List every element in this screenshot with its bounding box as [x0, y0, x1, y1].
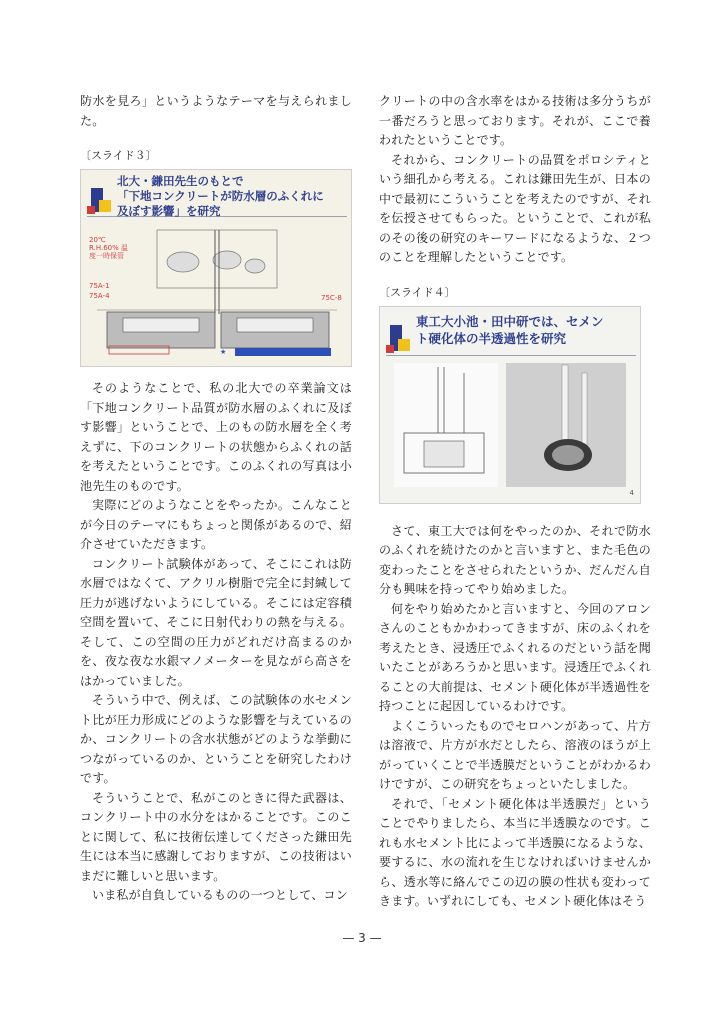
- slide4-number: 4: [629, 488, 634, 497]
- page-number: — 3 —: [342, 931, 382, 945]
- slide4-label: 〔スライド４〕: [379, 285, 456, 299]
- slide3-title: [117, 174, 347, 219]
- right-paragraph-1: クリートの中の含水率をはかる技術は多分うちが一番だろうと思っております。それが、ここで養われたということです。: [379, 94, 651, 147]
- right-paragraph-6: それで、「セメント硬化体は半透膜だ」ということでやりましたら、本当に半透膜なのです。これも水セメント比によって半透膜になるような、要するに、水の流れを生じなければいけませんから、透水等に絡んでこの辺の膜の性状も変わってきます。いずれにしても、セメント硬化体はそう: [379, 796, 651, 908]
- slide3-title-line2: 「下地コンクリートが防水層のふくれに: [117, 189, 324, 203]
- slide4-title-line2: ト硬化体の半透過性を研究: [416, 330, 567, 346]
- slide3-figure: [80, 169, 352, 367]
- slide3-label: 〔スライド３〕: [80, 149, 157, 162]
- slide-deco-red: [87, 206, 95, 214]
- slide4-title-line1: 東工大小池・田中研では、セメン: [416, 313, 604, 329]
- osmosis-apparatus-drawing: [394, 363, 498, 487]
- left-paragraph-5: そういう中で、例えば、この試験体の水セメント比が圧力形成にどのような影響を与えているのか、コンクリートの含水状態がどのような挙動につながっているのか、ということを研究したわけです。: [80, 693, 352, 785]
- slide-deco-red: [386, 345, 394, 353]
- left-paragraph-1: 防水を見ろ」というようなテーマを与えられました。: [80, 94, 352, 128]
- slide3-note-conditions: 20℃ R.H.60% 温度一時保管: [89, 236, 128, 260]
- slide4-figure: [379, 306, 641, 504]
- slide-deco-yellow: [99, 200, 111, 212]
- left-paragraph-2: そのようなことで、私の北大での卒業論文は「下地コンクリート品質が防水層のふくれに及ぼす影響」ということで、上のもの防水層を全く考えずに、下のコンクリートの状態からふくれの話を考えたということです。このふくれの写真は小池先生のものです。: [80, 381, 352, 493]
- slide3-note-right: 75C-8: [321, 294, 342, 302]
- left-paragraph-4: コンクリート試験体があって、そこにこれは防水層ではなくて、アクリル樹脂で完全に封緘して圧力が逃げないようにしている。そこには定容積空間を置いて、そこに日射代わりの熱を与える。そして、この空間の圧力がどれだけ高まるのかを、夜な夜な水銀マノメーターを見ながら高さをはかっていました。: [80, 556, 352, 688]
- right-paragraph-3: さて、東工大では何をやったのか、それで防水のふくれを続けたのかと言いますと、また毛色の変わったことをさせられたというか、だんだん自分も興味を持ってやり始めました。: [379, 523, 651, 596]
- slide-deco-line: [386, 355, 636, 356]
- right-paragraph-4: 何をやり始めたかと言いますと、今回のアロンさんのこともかかわってきますが、床のふくれを考えたとき、浸透圧でふくれるのだという話を聞いたことがあろうかと思います。浸透圧でふくれることの大前提は、セメント硬化体が半透過性を持つことに起因しているわけです。: [379, 601, 651, 713]
- left-column: [80, 92, 352, 906]
- slide4-title: [416, 313, 636, 347]
- left-paragraph-7: いま私が自負しているものの一つとして、コン: [92, 888, 348, 902]
- slide3-title-line3: 及ぼす影響」を研究: [117, 204, 221, 218]
- slide3-note-left-b: 75A-4: [89, 292, 110, 300]
- left-paragraph-6: そういうことで、私がこのときに得た武器は、コンクリート中の水分をはかることです。このことに関して、私に技術伝達してくださった鎌田先生には本当に感謝しておりますが、この技術はいまだに難しいと思います。: [80, 790, 352, 883]
- slide-deco-yellow: [398, 339, 410, 351]
- osmosis-apparatus-photo: [506, 363, 626, 487]
- right-paragraph-5: よくこういったものでセロハンがあって、片方は溶液で、片方が水だとしたら、溶液のほうが上がっていくことで半透膜だということがわかるわけですが、この研究をちょっといたしました。: [379, 718, 651, 791]
- svg-text:★: ★: [220, 348, 227, 356]
- slide3-note-left-a: 75A-1: [89, 282, 110, 290]
- right-paragraph-2: それから、コンクリートの品質をポロシティという細孔から考える。これは鎌田先生が、日本の中で最初にこういうことを考えたのですが、それを伝授させてもらった。ということで、これが私のその後の研究のキーワードになるような、２つのことを理解したということです。: [379, 152, 651, 264]
- left-paragraph-3: 実際にどのようなことをやったか。こんなことが今日のテーマにもちょっと関係があるので、紹介させていただきます。: [80, 498, 352, 551]
- right-column: [379, 92, 651, 912]
- slide3-title-line1: 北大・鎌田先生のもとで: [117, 174, 244, 188]
